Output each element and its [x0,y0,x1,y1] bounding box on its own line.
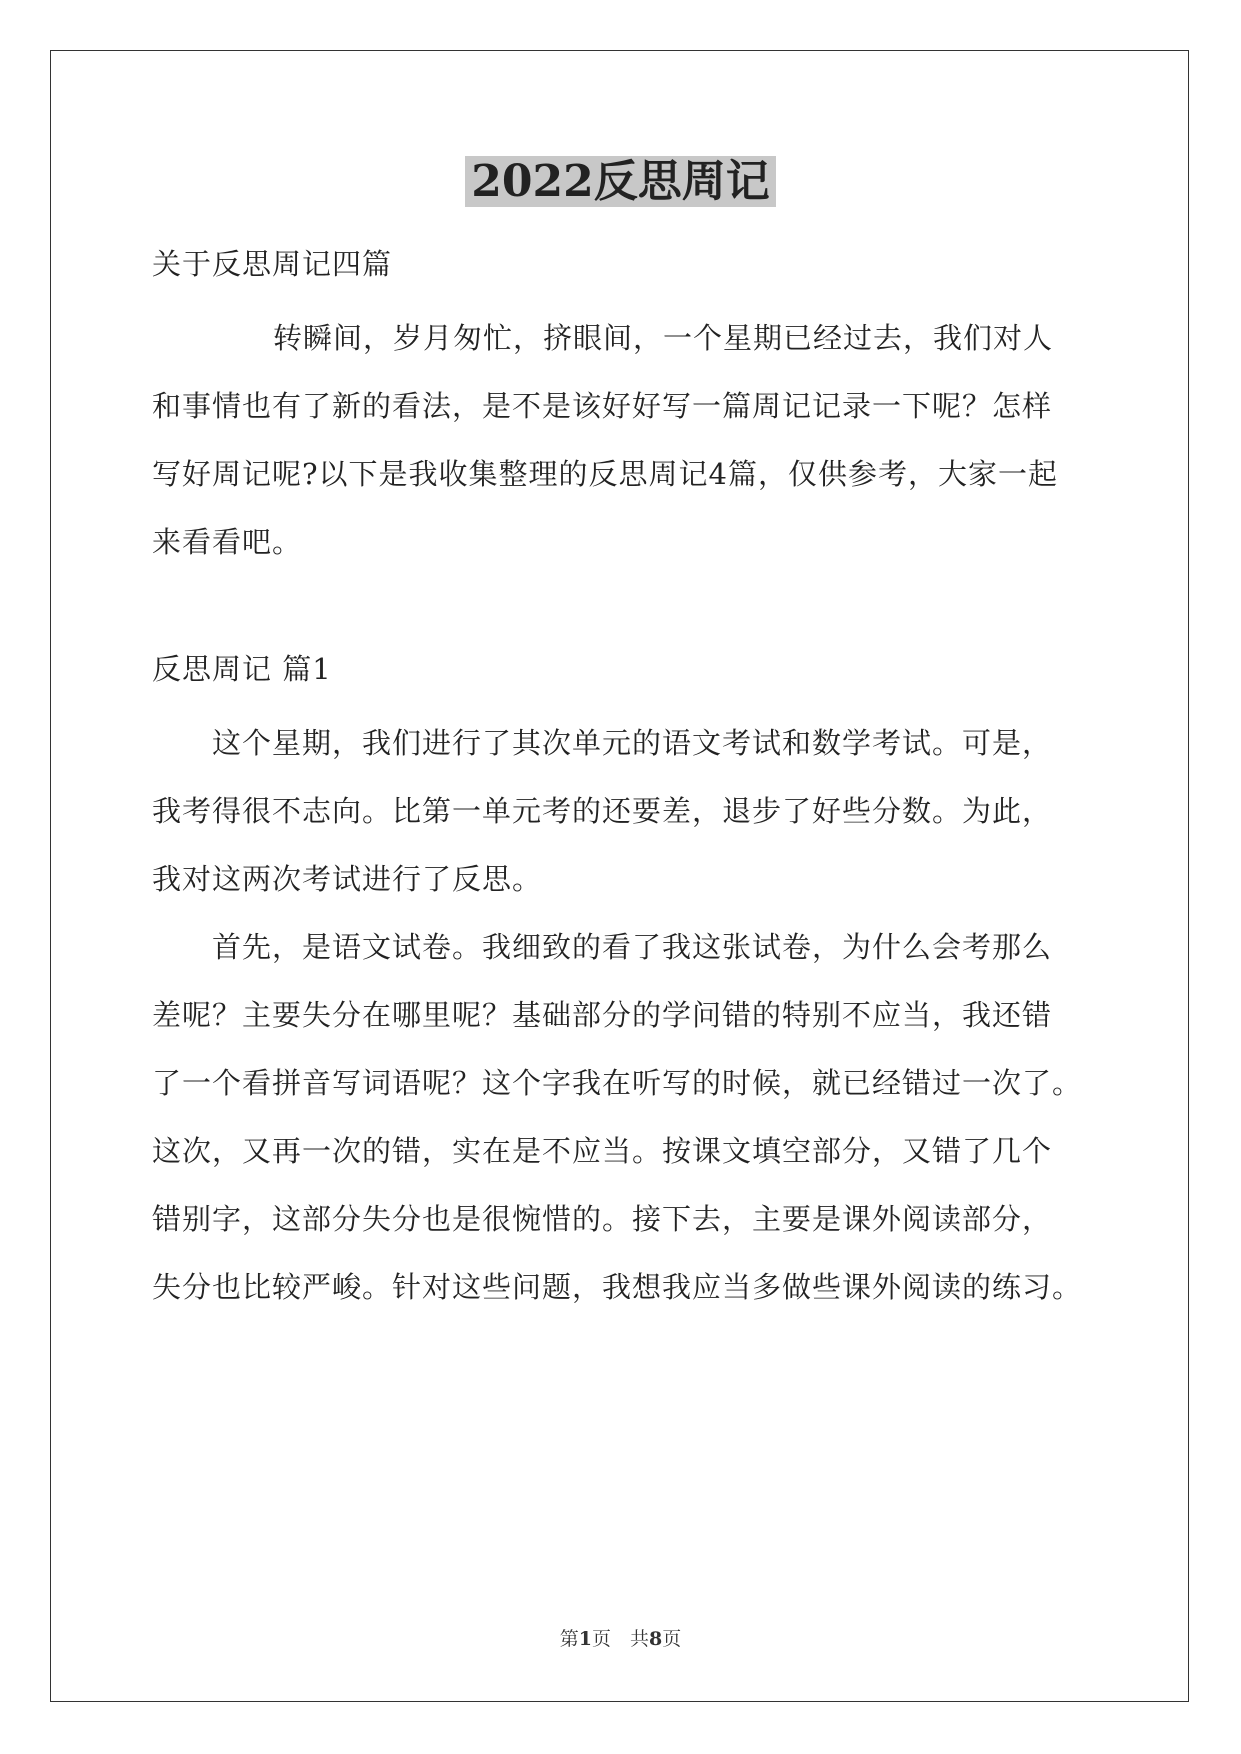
page-footer [0,1626,1241,1652]
footer-suffix: 页 [662,1628,682,1650]
paragraph-line: 我考得很不志向。比第一单元考的还要差，退步了好些分数。为此， [152,794,1053,828]
footer-mid: 页 共 [591,1628,649,1650]
paragraph-line: 差呢？主要失分在哪里呢？基础部分的学问错的特别不应当，我还错 [152,998,1053,1032]
footer-prefix: 第 [559,1628,579,1650]
intro-line: 转瞬间，岁月匆忙，挤眼间，一个星期已经过去，我们对人 [273,321,1054,355]
document-subtitle: 关于反思周记四篇 [152,247,393,281]
paragraph-line: 了一个看拼音写词语呢？这个字我在听写的时候，就已经错过一次了。 [152,1066,1083,1100]
intro-line: 写好周记呢?以下是我收集整理的反思周记4篇，仅供参考，大家一起 [152,457,1058,491]
paragraph-line: 失分也比较严峻。针对这些问题，我想我应当多做些课外阅读的练习。 [152,1270,1083,1304]
paragraph-line: 错别字，这部分失分也是很惋惜的。接下去，主要是课外阅读部分， [152,1202,1053,1236]
document-title: 2022反思周记 [0,152,1241,212]
intro-line: 和事情也有了新的看法，是不是该好好写一篇周记记录一下呢？怎样 [152,389,1053,423]
intro-line: 来看看吧。 [152,525,303,559]
paragraph-line: 这个星期，我们进行了其次单元的语文考试和数学考试。可是， [212,726,1053,760]
current-page-number: 1 [578,1628,592,1650]
paragraph-line: 首先，是语文试卷。我细致的看了我这张试卷，为什么会考那么 [212,930,1053,964]
paragraph-line: 我对这两次考试进行了反思。 [152,862,543,896]
paragraph-line: 这次，又再一次的错，实在是不应当。按课文填空部分，又错了几个 [152,1134,1053,1168]
total-page-count: 8 [649,1628,663,1650]
section-heading: 反思周记 篇1 [152,652,332,686]
